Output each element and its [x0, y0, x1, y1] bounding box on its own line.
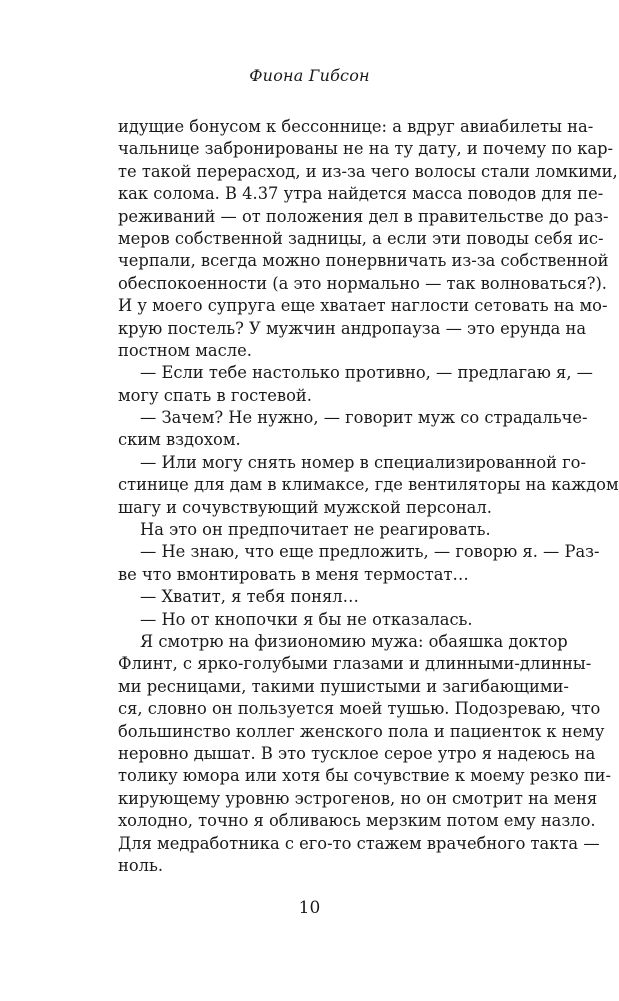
text-line: неровно дышат. В это тусклое серое утро я надеюсь на	[118, 743, 596, 763]
text-line: Флинт, с ярко-голубыми глазами и длинными-длинны-	[118, 654, 592, 674]
running-head: Фиона Гибсон	[249, 66, 370, 85]
text-line: толику юмора или хотя бы сочувствие к моему резко пи-	[118, 766, 612, 786]
text-line: — Если тебе настолько противно, — предлагаю я, —	[140, 363, 593, 383]
text-line: ве что вмонтировать в меня термостат…	[118, 564, 469, 584]
text-line: Для медработника с его-то стажем врачебного такта —	[118, 833, 600, 853]
text-line: ми ресницами, такими пушистыми и загибающими-	[118, 676, 569, 696]
text-line: — Хватит, я тебя понял…	[140, 587, 359, 607]
text-line: — Или могу снять номер в специализированной го-	[140, 452, 586, 472]
text-line: реживаний — от положения дел в правительстве до раз-	[118, 206, 609, 226]
text-line: стинице для дам в климаксе, где вентиляторы на каждом	[118, 475, 619, 495]
text-line: — Но от кнопочки я бы не отказалась.	[140, 609, 473, 629]
text-line: большинство коллег женского пола и пациенток к нему	[118, 721, 605, 741]
text-line: идущие бонусом к бессоннице: а вдруг авиабилеты на-	[118, 117, 594, 136]
text-line: черпали, всегда можно понервничать из-за собственной	[118, 251, 609, 271]
text-line: те такой перерасход, и из-за чего волосы стали ломкими,	[118, 161, 618, 181]
text-line: ноль.	[118, 855, 164, 875]
text-line: — Не знаю, что еще предложить, — говорю я. — Раз-	[140, 542, 600, 562]
text-line: На это он предпочитает не реагировать.	[140, 520, 491, 540]
text-line: — Зачем? Не нужно, — говорит муж со страдальче-	[140, 408, 588, 428]
text-line: меров собственной задницы, а если эти поводы себя ис-	[118, 228, 604, 248]
text-line: холодно, точно я обливаюсь мерзким потом ему назло.	[118, 811, 596, 831]
text-line: ся, словно он пользуется моей тушью. Подозреваю, что	[118, 699, 601, 719]
text-line: Я смотрю на физиономию мужа: обаяшка доктор	[140, 631, 568, 651]
text-line: могу спать в гостевой.	[118, 385, 312, 405]
page-number: 10	[298, 898, 321, 918]
text-line: постном масле.	[118, 340, 252, 360]
text-line: обеспокоенности (а это нормально — так волноваться?).	[118, 273, 607, 293]
text-line: крую постель? У мужчин андропауза — это ерунда на	[118, 318, 587, 338]
text-line: как солома. В 4.37 утра найдется масса поводов для пе-	[118, 184, 604, 204]
text-line: чальнице забронированы не на ту дату, и почему по кар-	[118, 139, 614, 159]
body-text	[118, 116, 619, 877]
text-line: кирующему уровню эстрогенов, но он смотрит на меня	[118, 788, 598, 808]
text-line: ским вздохом.	[118, 430, 241, 450]
text-line: шагу и сочувствующий мужской персонал.	[118, 497, 492, 517]
text-line: И у моего супруга еще хватает наглости сетовать на мо-	[118, 296, 608, 316]
